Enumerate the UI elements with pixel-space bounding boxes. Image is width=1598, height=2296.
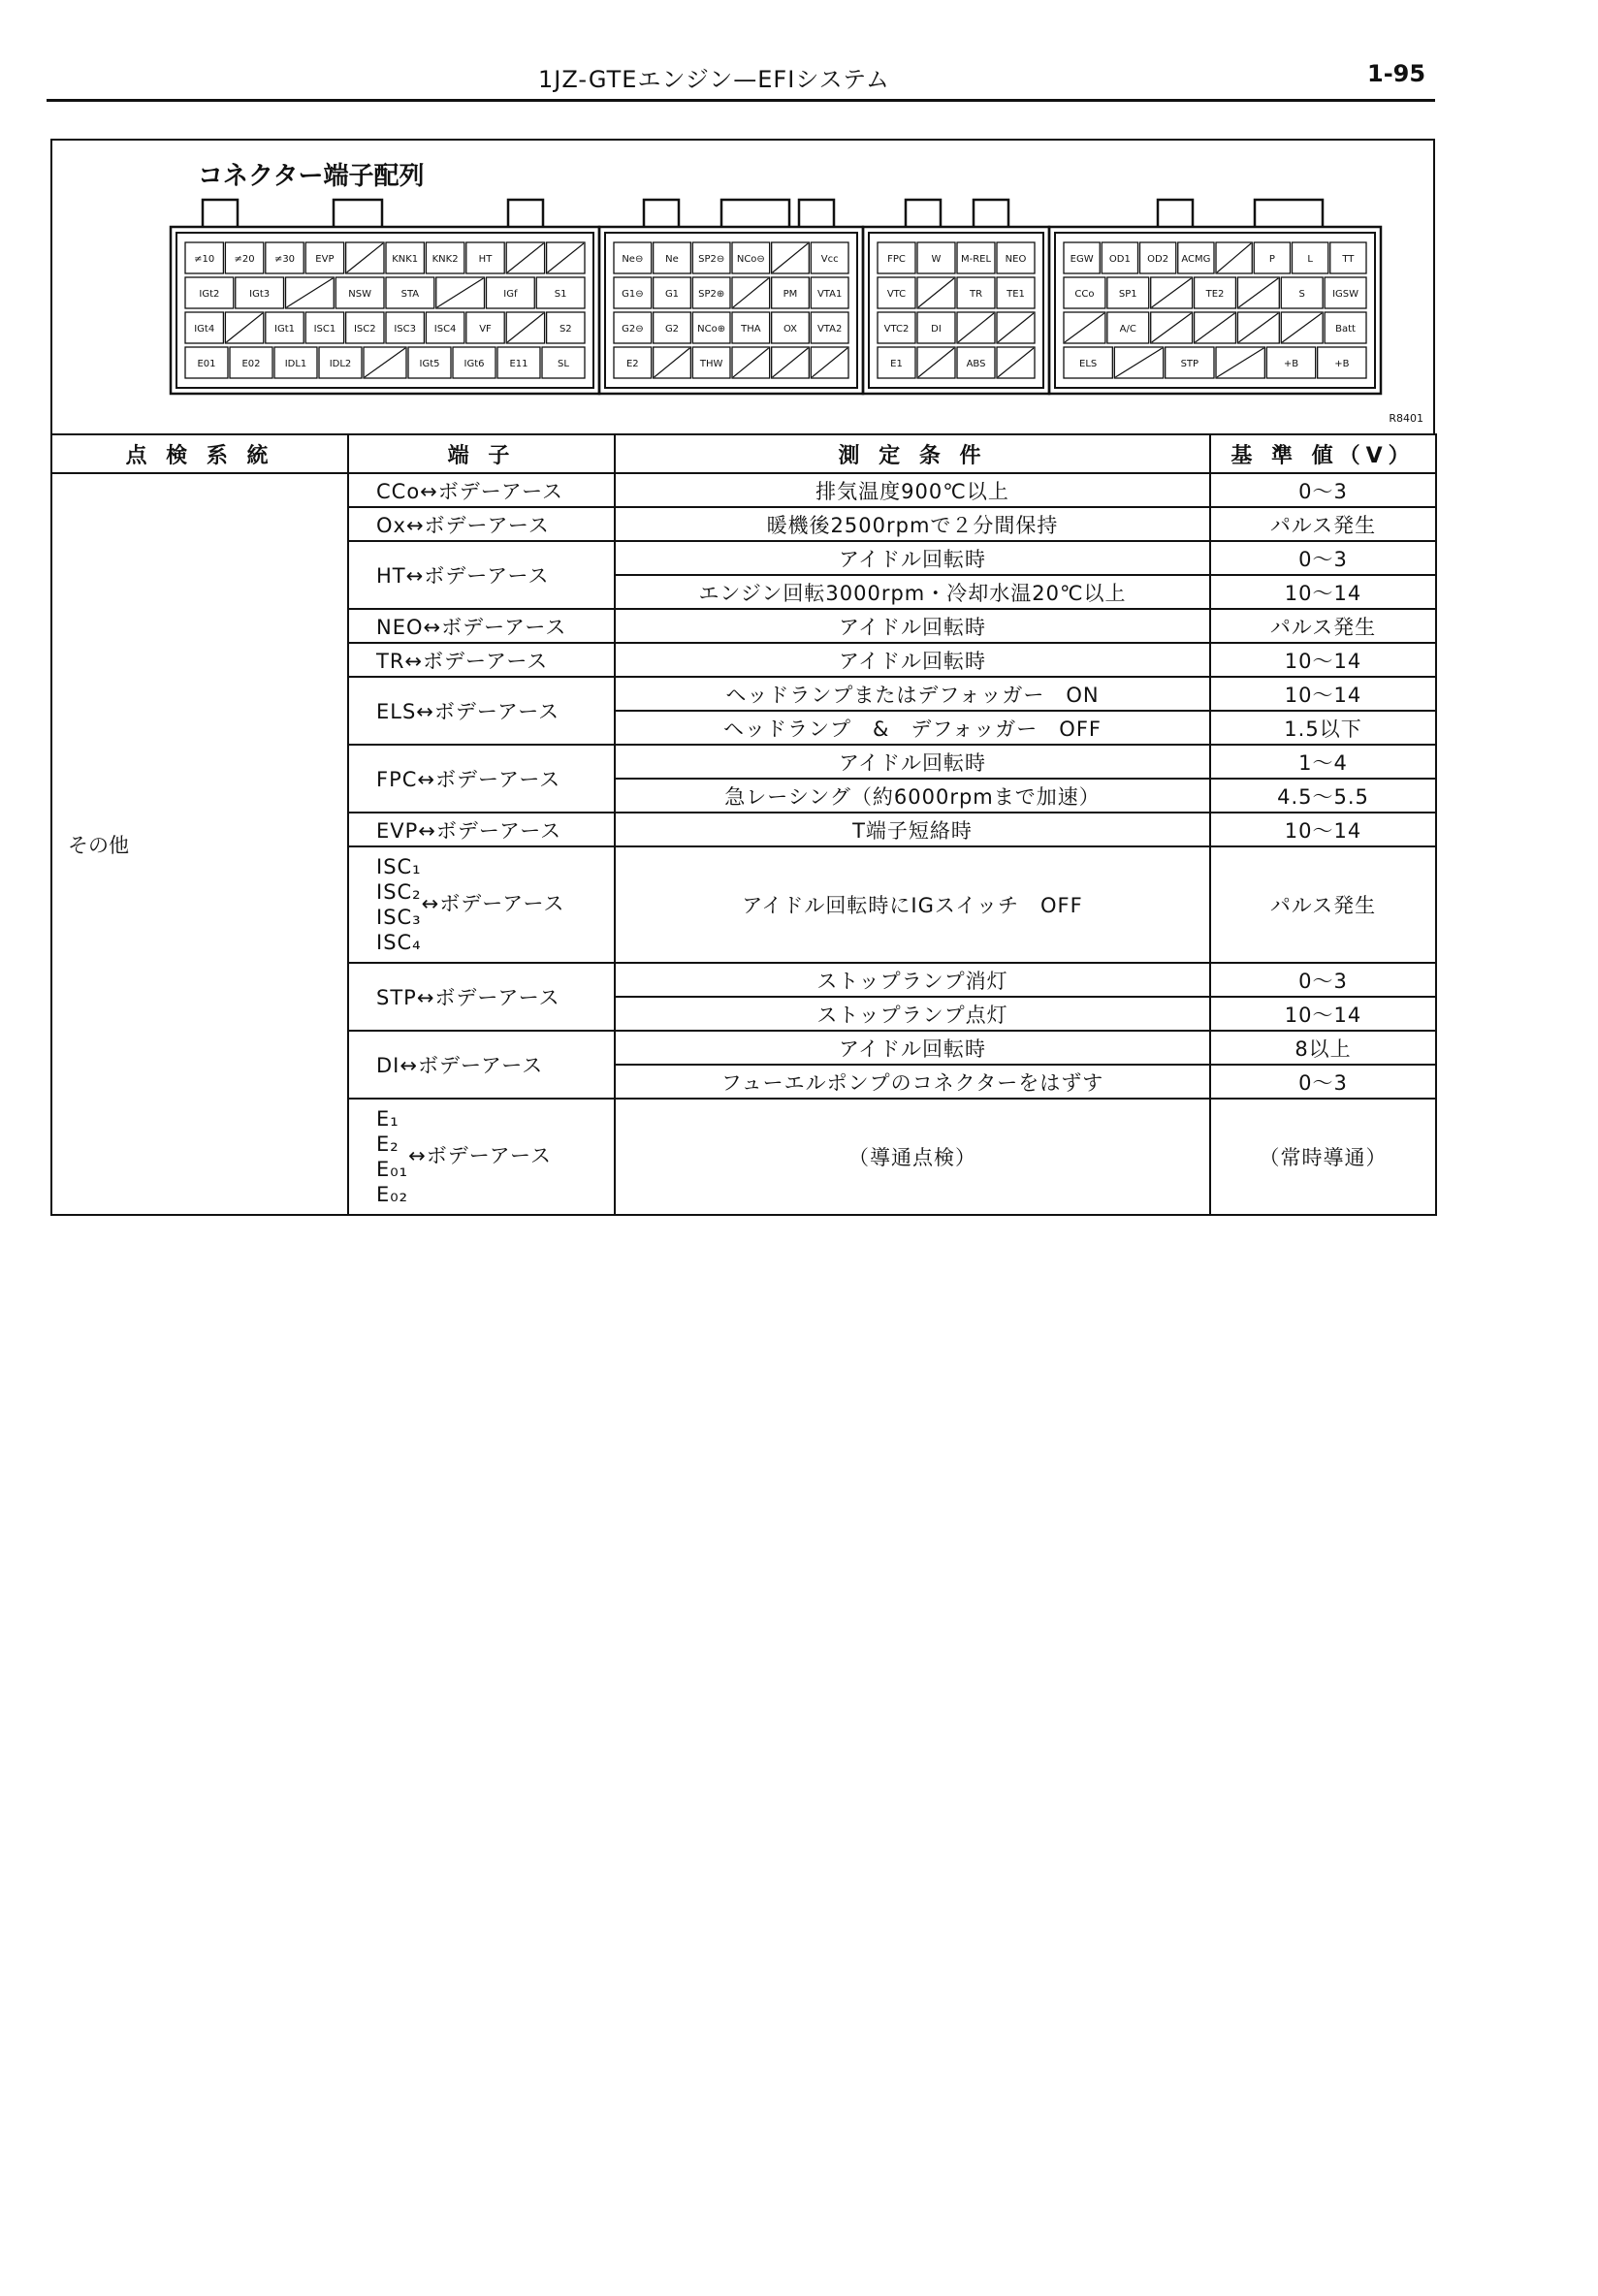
condition-cell: アイドル回転時 xyxy=(615,745,1210,779)
value-cell: 10～14 xyxy=(1210,997,1436,1031)
table-row xyxy=(51,473,1436,507)
condition-cell: アイドル回転時 xyxy=(615,609,1210,643)
value-cell: パルス発生 xyxy=(1210,609,1436,643)
empty-pin-slash xyxy=(226,313,262,342)
pin-label: IGt1 xyxy=(274,324,295,335)
pin-label: SP2⊖ xyxy=(698,254,725,265)
pin-label: E11 xyxy=(509,359,528,369)
empty-pin-slash xyxy=(1065,313,1104,342)
col-header-terminal: 端 子 xyxy=(348,434,615,473)
pin-label: Batt xyxy=(1335,324,1356,335)
terminal-cell: FPC↔ボデーアース xyxy=(348,745,615,813)
col-header-system: 点 検 系 統 xyxy=(51,434,348,473)
pin-label: S xyxy=(1298,289,1305,300)
empty-pin-slash xyxy=(347,243,383,272)
empty-pin-slash xyxy=(507,313,543,342)
value-cell: 8以上 xyxy=(1210,1031,1436,1065)
condition-cell: フューエルポンプのコネクターをはずす xyxy=(615,1065,1210,1099)
pin-label: VTA2 xyxy=(816,324,843,335)
table-body xyxy=(51,473,1436,1215)
pin-label: IGSW xyxy=(1332,289,1359,300)
pin-label: IDL2 xyxy=(329,359,352,369)
pin-label: ISC1 xyxy=(313,324,336,335)
empty-pin-slash xyxy=(733,348,769,377)
pin-label: KNK2 xyxy=(431,254,459,265)
value-cell: パルス発生 xyxy=(1210,507,1436,541)
connector-figure-title: コネクター端子配列 xyxy=(198,162,425,191)
pin-label: S2 xyxy=(559,324,572,335)
condition-cell: アイドル回転時 xyxy=(615,541,1210,575)
pin-label: +B xyxy=(1283,359,1299,369)
terminal-cell xyxy=(348,1099,615,1215)
empty-pin-slash xyxy=(733,278,769,307)
pin-label: TE1 xyxy=(1007,289,1025,300)
value-cell: 10～14 xyxy=(1210,643,1436,677)
empty-pin-slash xyxy=(1238,313,1278,342)
empty-pin-slash xyxy=(773,348,809,377)
pin-label: ABS xyxy=(966,359,986,369)
pin-label: +B xyxy=(1334,359,1350,369)
pin-label: S1 xyxy=(554,289,567,300)
condition-cell: （導通点検） xyxy=(615,1099,1210,1215)
pin-label: SP1 xyxy=(1118,289,1137,300)
pin-label: CCo xyxy=(1074,289,1095,300)
pin-label: IGt6 xyxy=(463,359,485,369)
value-cell: 0～3 xyxy=(1210,1065,1436,1099)
terminal-cell: STP↔ボデーアース xyxy=(348,963,615,1031)
pin-label: NCo⊖ xyxy=(736,254,765,265)
connector-face xyxy=(1055,233,1375,388)
pin-label: ≠20 xyxy=(234,254,255,265)
connector-tab xyxy=(906,200,941,227)
value-cell: （常時導通） xyxy=(1210,1099,1436,1215)
pin-label: W xyxy=(931,254,942,265)
connector-tab xyxy=(1255,200,1323,227)
pin-label: IGt2 xyxy=(199,289,220,300)
connector-tab xyxy=(799,200,834,227)
pin-label: Ne xyxy=(665,254,679,265)
pin-label: Ne⊖ xyxy=(622,254,644,265)
pin-label: TR xyxy=(969,289,983,300)
pin-label: E02 xyxy=(241,359,261,369)
terminal-name: ISC₁ xyxy=(376,855,422,878)
terminal-cell: TR↔ボデーアース xyxy=(348,643,615,677)
condition-cell: エンジン回転3000rpm・冷却水温20℃以上 xyxy=(615,575,1210,609)
condition-cell: アイドル回転時 xyxy=(615,1031,1210,1065)
empty-pin-slash xyxy=(998,313,1034,342)
terminal-cell: EVP↔ボデーアース xyxy=(348,813,615,846)
pin-label: Vcc xyxy=(820,254,839,265)
pin-label: SP2⊕ xyxy=(698,289,725,300)
terminal-name: E₀₁ xyxy=(376,1158,409,1181)
connector-diagram xyxy=(52,141,1433,431)
condition-cell: アイドル回転時にIGスイッチ OFF xyxy=(615,846,1210,963)
empty-pin-slash xyxy=(1152,278,1192,307)
value-cell: 4.5～5.5 xyxy=(1210,779,1436,813)
pin-label: A/C xyxy=(1119,324,1136,335)
pin-label: NSW xyxy=(348,289,371,300)
empty-pin-slash xyxy=(958,313,994,342)
empty-pin-slash xyxy=(918,278,954,307)
value-cell: 1～4 xyxy=(1210,745,1436,779)
pin-label: OX xyxy=(783,324,798,335)
pin-label: PM xyxy=(783,289,798,300)
pin-label: VTA1 xyxy=(816,289,843,300)
pin-label: IGf xyxy=(503,289,518,300)
table-header-row xyxy=(51,434,1436,473)
condition-cell: ヘッドランプまたはデフォッガー ON xyxy=(615,677,1210,711)
pin-label: IDL1 xyxy=(284,359,307,369)
condition-cell: ストップランプ消灯 xyxy=(615,963,1210,997)
pin-label: VTC xyxy=(886,289,907,300)
col-header-condition: 測 定 条 件 xyxy=(615,434,1210,473)
connector-tab xyxy=(721,200,789,227)
connector-tab xyxy=(508,200,543,227)
condition-cell: ヘッドランプ & デフォッガー OFF xyxy=(615,711,1210,745)
terminal-name: E₁ xyxy=(376,1107,400,1131)
pin-label: E2 xyxy=(625,359,639,369)
pin-label: STA xyxy=(400,289,420,300)
terminal-name: ISC₄ xyxy=(376,931,422,954)
connector-tab xyxy=(203,200,238,227)
pin-label: G2 xyxy=(664,324,680,335)
terminal-suffix: ↔ボデーアース xyxy=(408,1144,552,1167)
condition-cell: 暖機後2500rpmで２分間保持 xyxy=(615,507,1210,541)
empty-pin-slash xyxy=(918,348,954,377)
empty-pin-slash xyxy=(773,243,809,272)
pin-label: THW xyxy=(699,359,723,369)
pin-label: THA xyxy=(741,324,761,335)
pin-label: IGt5 xyxy=(419,359,440,369)
connector-tab xyxy=(644,200,679,227)
empty-pin-slash xyxy=(437,278,484,307)
pin-label: ISC3 xyxy=(394,324,417,335)
terminal-name: E₂ xyxy=(376,1132,400,1156)
empty-pin-slash xyxy=(1196,313,1235,342)
connector-housing xyxy=(171,227,599,394)
terminal-cell: ELS↔ボデーアース xyxy=(348,677,615,745)
pin-label: FPC xyxy=(887,254,906,265)
page-header-title: 1JZ-GTEエンジン—EFIシステム xyxy=(538,66,890,93)
pin-label: TE2 xyxy=(1205,289,1225,300)
pin-label: STP xyxy=(1180,359,1199,369)
condition-cell: T端子短絡時 xyxy=(615,813,1210,846)
condition-cell: アイドル回転時 xyxy=(615,643,1210,677)
value-cell: 0～3 xyxy=(1210,963,1436,997)
pin-label: OD2 xyxy=(1147,254,1169,265)
pin-label: P xyxy=(1268,254,1275,265)
pin-label: G2⊖ xyxy=(622,324,644,335)
terminal-cell: HT↔ボデーアース xyxy=(348,541,615,609)
system-cell: その他 xyxy=(51,473,348,1215)
terminal-cell: CCo↔ボデーアース xyxy=(348,473,615,507)
empty-pin-slash xyxy=(1282,313,1322,342)
terminal-cell: DI↔ボデーアース xyxy=(348,1031,615,1099)
value-cell: 0～3 xyxy=(1210,541,1436,575)
pin-label: VF xyxy=(479,324,492,335)
connector-tab xyxy=(974,200,1008,227)
value-cell: パルス発生 xyxy=(1210,846,1436,963)
connector-tab xyxy=(1158,200,1193,227)
pin-label: ACMG xyxy=(1181,254,1211,265)
pin-label: EVP xyxy=(315,254,335,265)
pin-label: ISC4 xyxy=(433,324,457,335)
figure-ref-code: R8401 xyxy=(1389,412,1423,425)
pin-label: VTC2 xyxy=(883,324,910,335)
pin-label: G1⊖ xyxy=(622,289,644,300)
condition-cell: ストップランプ点灯 xyxy=(615,997,1210,1031)
pin-label: EGW xyxy=(1070,254,1094,265)
value-cell: 10～14 xyxy=(1210,575,1436,609)
pin-label: SL xyxy=(558,359,569,369)
pin-label: ISC2 xyxy=(353,324,376,335)
page-number: 1-95 xyxy=(1367,60,1426,87)
col-header-value: 基 準 値（V） xyxy=(1210,434,1436,473)
pin-label: KNK1 xyxy=(392,254,419,265)
value-cell: 10～14 xyxy=(1210,677,1436,711)
empty-pin-slash xyxy=(655,348,690,377)
terminal-name: E₀₂ xyxy=(376,1183,409,1206)
condition-cell: 排気温度900℃以上 xyxy=(615,473,1210,507)
pin-label: E01 xyxy=(197,359,216,369)
empty-pin-slash xyxy=(1238,278,1278,307)
pin-label: IGt4 xyxy=(194,324,215,335)
empty-pin-slash xyxy=(1217,348,1263,377)
terminal-cell: NEO↔ボデーアース xyxy=(348,609,615,643)
connector-housing xyxy=(1049,227,1381,394)
connector-tab xyxy=(334,200,382,227)
value-cell: 0～3 xyxy=(1210,473,1436,507)
pin-label: G1 xyxy=(664,289,680,300)
pin-label: OD1 xyxy=(1108,254,1131,265)
value-cell: 1.5以下 xyxy=(1210,711,1436,745)
pin-label: NEO xyxy=(1005,254,1027,265)
pin-label: M-REL xyxy=(960,254,992,265)
connector-figure xyxy=(50,139,1435,434)
empty-pin-slash xyxy=(287,278,334,307)
empty-pin-slash xyxy=(1115,348,1162,377)
pin-label: L xyxy=(1307,254,1313,265)
empty-pin-slash xyxy=(548,243,584,272)
empty-pin-slash xyxy=(1152,313,1192,342)
pin-label: E1 xyxy=(890,359,903,369)
terminal-name: ISC₂ xyxy=(376,880,422,904)
terminal-cell xyxy=(348,846,615,963)
condition-cell: 急レーシング（約6000rpmまで加速） xyxy=(615,779,1210,813)
pin-label: NCo⊕ xyxy=(697,324,726,335)
header-rule xyxy=(47,99,1435,102)
terminal-name: ISC₃ xyxy=(376,906,422,929)
pin-label: IGt3 xyxy=(249,289,271,300)
pin-label: ≠10 xyxy=(194,254,215,265)
pin-label: DI xyxy=(931,324,942,335)
value-cell: 10～14 xyxy=(1210,813,1436,846)
empty-pin-slash xyxy=(812,348,847,377)
pin-label: ELS xyxy=(1079,359,1098,369)
empty-pin-slash xyxy=(507,243,543,272)
pin-label: TT xyxy=(1342,254,1355,265)
pin-label: ≠30 xyxy=(273,254,296,265)
inspection-table xyxy=(50,433,1437,1216)
pin-label: HT xyxy=(478,254,493,265)
empty-pin-slash xyxy=(998,348,1034,377)
terminal-suffix: ↔ボデーアース xyxy=(421,892,565,915)
terminal-cell: Ox↔ボデーアース xyxy=(348,507,615,541)
connector-housing xyxy=(599,227,863,394)
empty-pin-slash xyxy=(365,348,405,377)
empty-pin-slash xyxy=(1217,243,1251,272)
